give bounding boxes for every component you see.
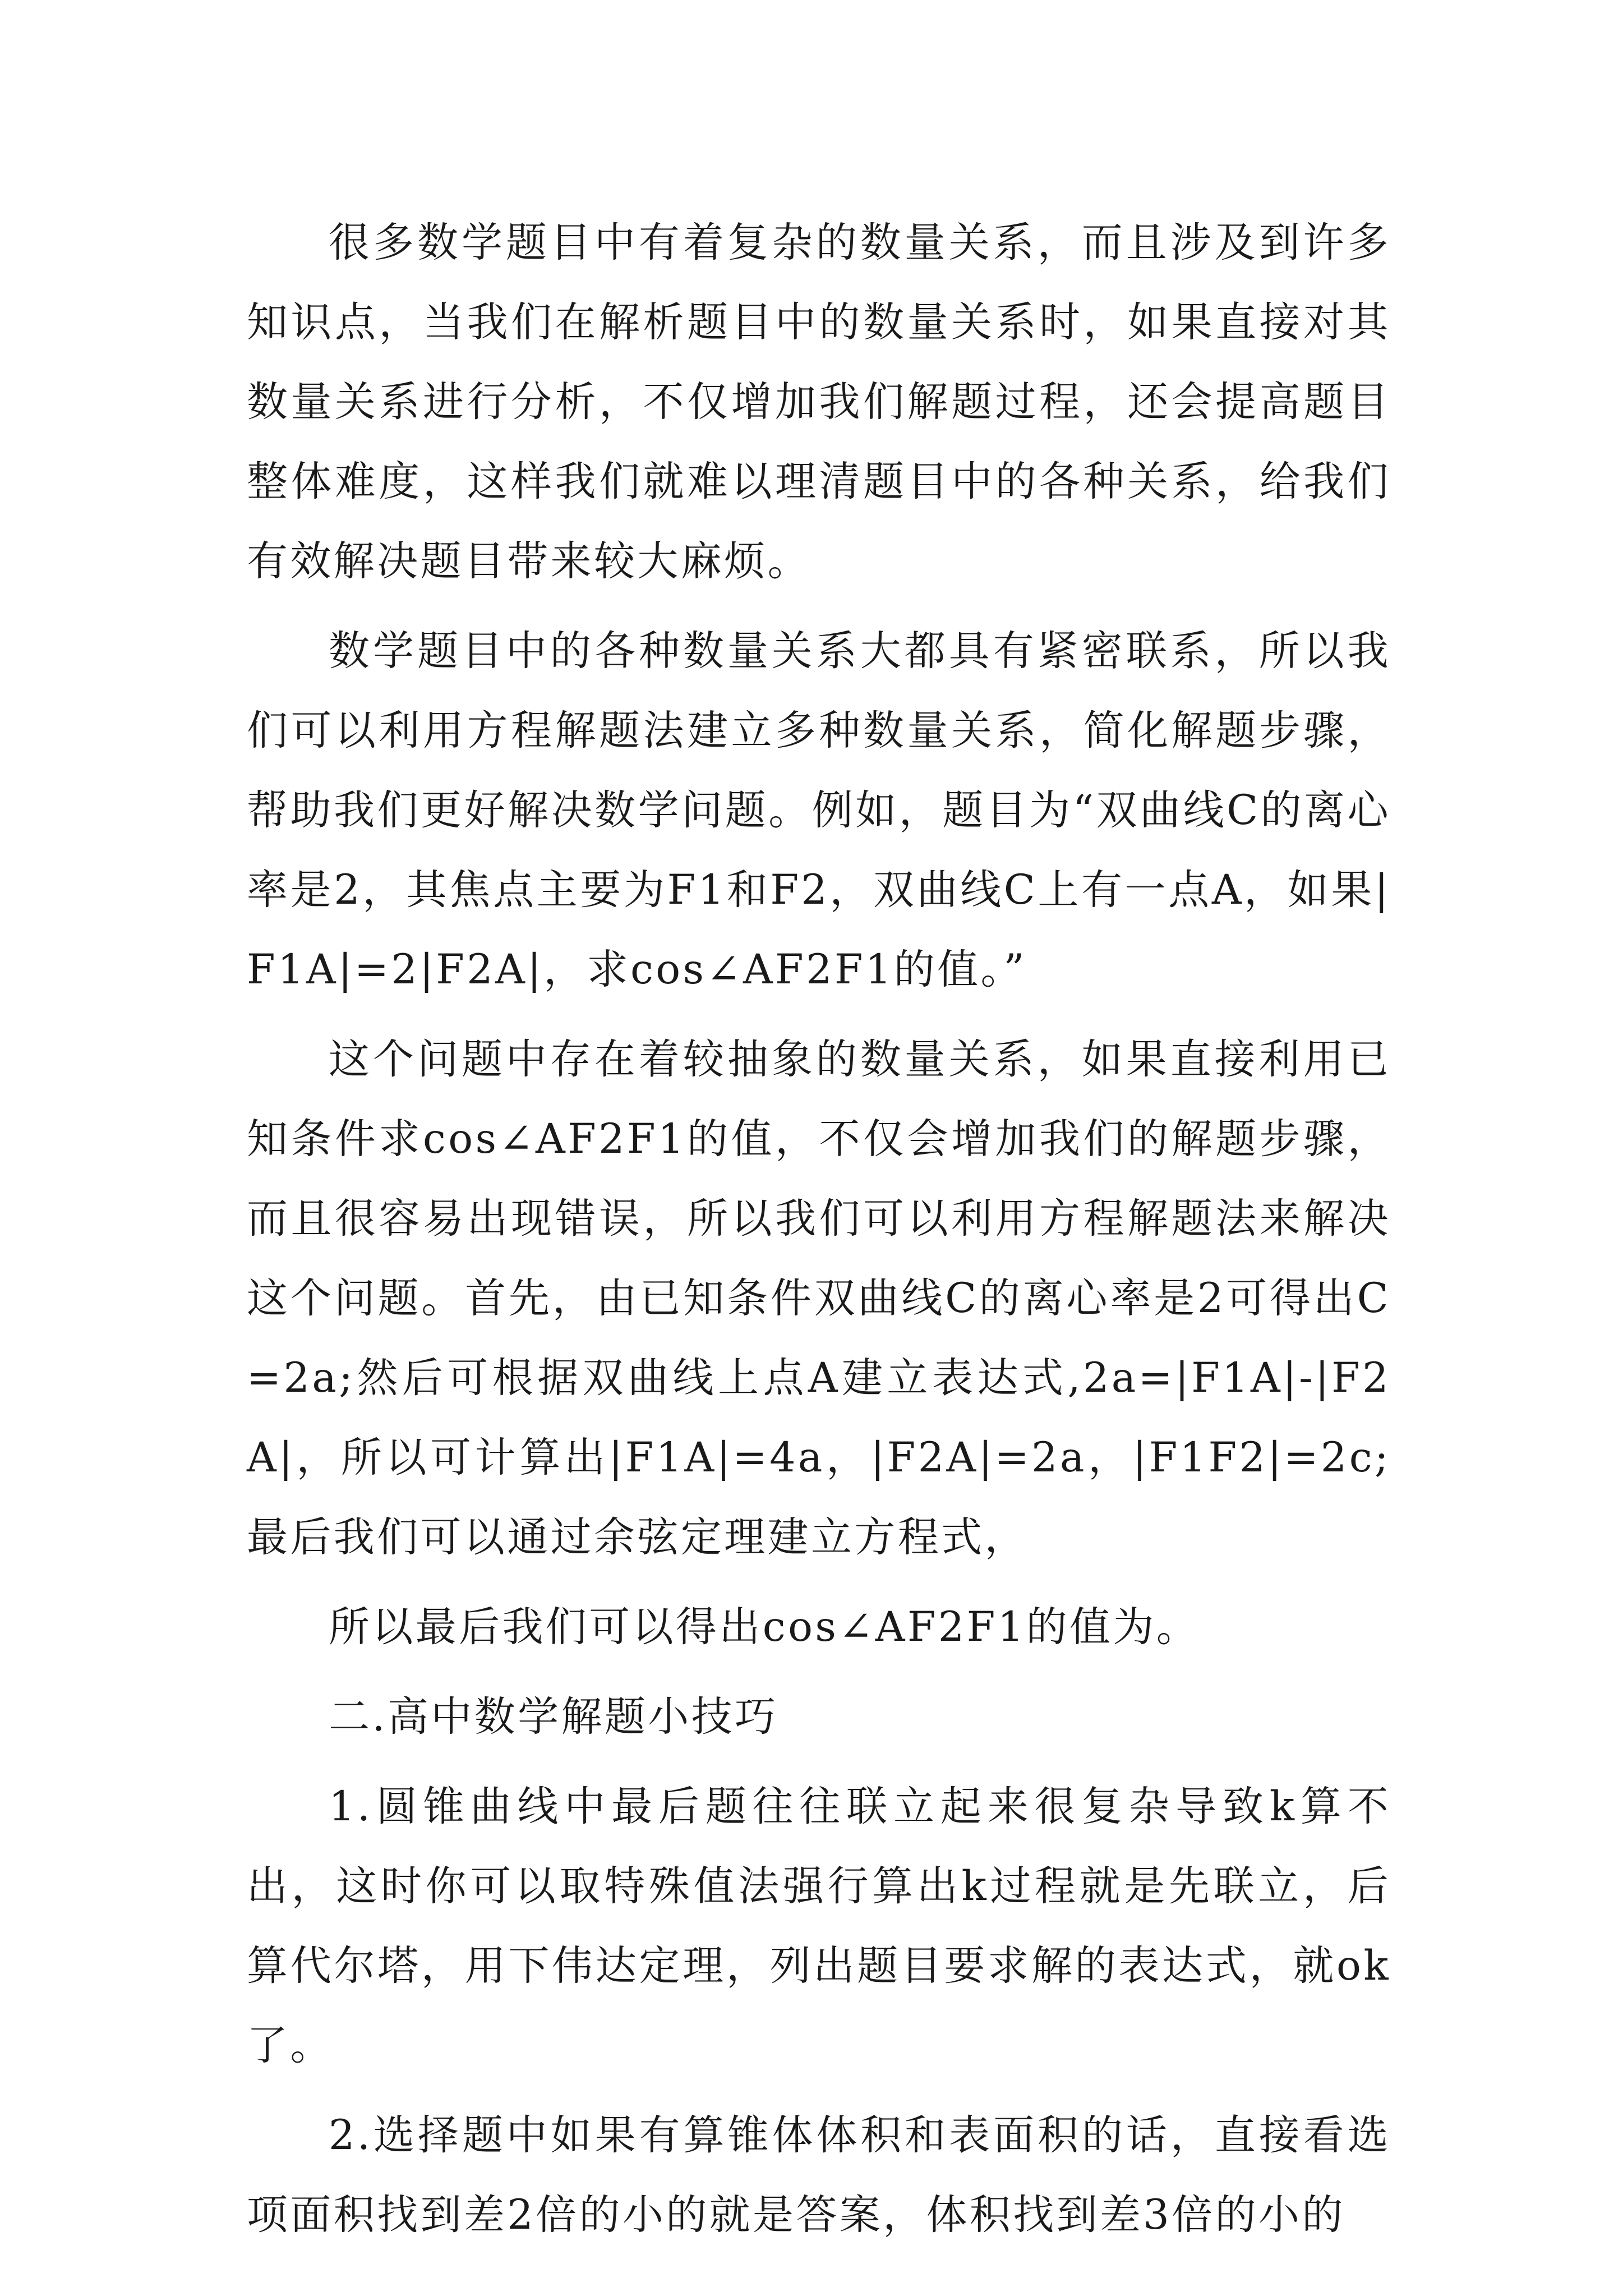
- paragraph-equation-method: 数学题目中的各种数量关系大都具有紧密联系，所以我们可以利用方程解题法建立多种数量关系，简化解题步骤，帮助我们更好解决数学问题。例如，题目为“双曲线C的离心率是2，其焦点主要为F1和F2，双曲线C上有一点A，如果|F1A|=2|F2A|，求cos∠AF2F1的值。”: [247, 627, 1391, 993]
- document-body: [247, 203, 1391, 2265]
- paragraph-tip-1: 1.圆锥曲线中最后题往往联立起来很复杂导致k算不出，这时你可以取特殊值法强行算出k过程就是先联立，后算代尔塔，用下伟达定理，列出题目要求解的表达式，就ok了。: [247, 1783, 1391, 2069]
- paragraph-solution: 这个问题中存在着较抽象的数量关系，如果直接利用已知条件求cos∠AF2F1的值，不仅会增加我们的解题步骤，而且很容易出现错误，所以我们可以利用方程解题法来解决这个问题。首先，由已知条件双曲线C的离心率是2可得出C=2a;然后可根据双曲线上点A建立表达式,2a=|F1A|-|F2A|，所以可计算出|F1A|=4a，|F2A|=2a，|F1F2|=2c;最后我们可以通过余弦定理建立方程式，: [247, 1036, 1391, 1561]
- paragraph-intro: 很多数学题目中有着复杂的数量关系，而且涉及到许多知识点，当我们在解析题目中的数量关系时，如果直接对其数量关系进行分析，不仅增加我们解题过程，还会提高题目整体难度，这样我们就难以理清题目中的各种关系，给我们有效解决题目带来较大麻烦。: [247, 219, 1391, 585]
- paragraph-tip-2: 2.选择题中如果有算锥体体积和表面积的话，直接看选项面积找到差2倍的小的就是答案，体积找到差3倍的小的: [247, 2111, 1391, 2239]
- paragraph-result: 所以最后我们可以得出cos∠AF2F1的值为。: [329, 1603, 1200, 1651]
- section-heading: 二.高中数学解题小技巧: [329, 1693, 778, 1741]
